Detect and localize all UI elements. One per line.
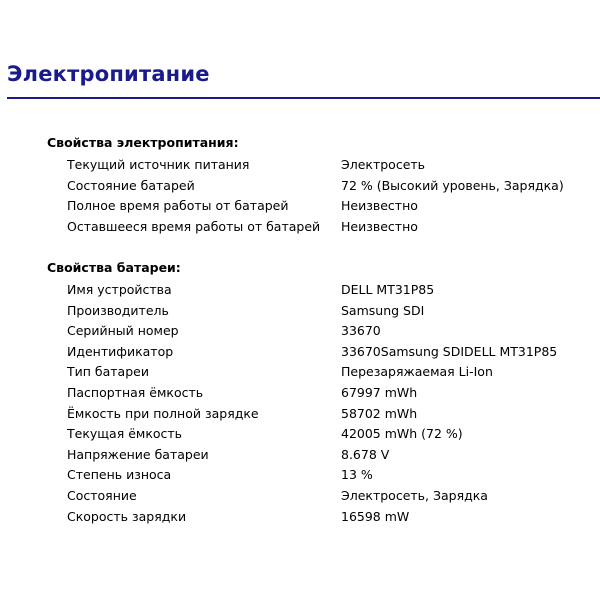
property-label: Напряжение батареи	[67, 446, 209, 462]
property-row	[0, 280, 600, 301]
property-row	[0, 445, 600, 466]
property-label: Тип батареи	[67, 364, 149, 380]
property-label: Состояние	[67, 487, 137, 503]
title-divider	[7, 97, 600, 99]
property-value: Samsung SDI	[341, 302, 425, 318]
property-label: Текущая ёмкость	[67, 426, 183, 442]
property-label: Полное время работы от батарей	[67, 198, 289, 214]
property-value: 33670Samsung SDIDELL MT31P85	[341, 343, 558, 359]
property-row	[0, 342, 600, 363]
property-row	[0, 301, 600, 322]
property-label: Текущий источник питания	[67, 157, 250, 172]
property-label: Скорость зарядки	[67, 508, 187, 524]
property-row	[0, 155, 600, 176]
property-row	[0, 383, 600, 404]
battery-properties-list	[0, 280, 600, 527]
property-row	[0, 404, 600, 425]
property-value: 16598 mW	[341, 508, 410, 524]
section-heading: Свойства батареи:	[47, 260, 181, 275]
property-value: 58702 mWh	[341, 405, 418, 421]
property-label: Серийный номер	[67, 323, 179, 339]
property-value: Электросеть	[341, 157, 426, 172]
property-label: Идентификатор	[67, 343, 174, 359]
property-value: Неизвестно	[341, 218, 418, 234]
property-value: Перезаряжаемая Li-Ion	[341, 364, 493, 380]
property-value: 13 %	[341, 467, 373, 483]
property-row	[0, 486, 600, 507]
property-row	[0, 196, 600, 217]
power-properties-list	[0, 155, 600, 237]
property-value: 72 % (Высокий уровень, Зарядка)	[341, 177, 564, 193]
property-row	[0, 507, 600, 528]
property-label: Ёмкость при полной зарядке	[67, 405, 259, 421]
property-row	[0, 465, 600, 486]
property-value: 67997 mWh	[341, 384, 418, 400]
property-row	[0, 424, 600, 445]
property-label: Состояние батарей	[67, 177, 195, 193]
property-label: Степень износа	[67, 467, 172, 483]
property-value: Неизвестно	[341, 198, 418, 214]
property-row	[0, 362, 600, 383]
property-row	[0, 321, 600, 342]
property-value: 33670	[341, 323, 381, 339]
section-heading: Свойства электропитания:	[47, 135, 239, 150]
property-value: Электросеть, Зарядка	[341, 487, 488, 503]
property-row	[0, 176, 600, 197]
property-row	[0, 217, 600, 238]
property-label: Производитель	[67, 302, 169, 318]
property-label: Оставшееся время работы от батарей	[67, 218, 321, 234]
property-value: DELL MT31P85	[341, 282, 435, 297]
property-label: Имя устройства	[67, 282, 172, 297]
property-label: Паспортная ёмкость	[67, 384, 204, 400]
property-value: 8.678 V	[341, 446, 390, 462]
property-value: 42005 mWh (72 %)	[341, 426, 463, 442]
page-title: Электропитание	[7, 62, 210, 86]
